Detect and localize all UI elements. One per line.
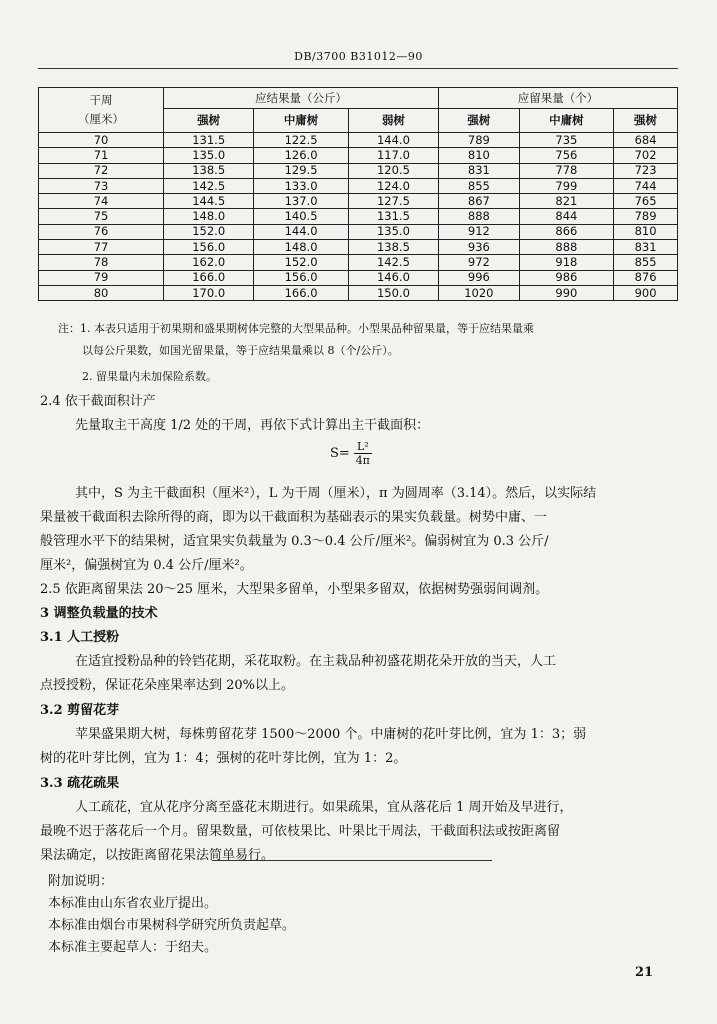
section-2-4: 2.4 依干截面积计产 bbox=[40, 394, 156, 409]
table-cell: 133.0 bbox=[254, 178, 348, 193]
table-cell: 144.0 bbox=[348, 133, 438, 148]
document-header: DB/3700 B31012—90 bbox=[294, 50, 423, 63]
table-cell: 80 bbox=[39, 285, 164, 300]
table-cell: 867 bbox=[439, 194, 520, 209]
page-number: 21 bbox=[635, 965, 654, 980]
table-cell: 120.5 bbox=[348, 163, 438, 178]
table-cell: 888 bbox=[439, 209, 520, 224]
table-cell: 117.0 bbox=[348, 148, 438, 163]
section-3-3-line-2: 最晚不迟于落花后一个月。留果数量，可依枝果比、叶果比干周法，干截面积法或按距离留 bbox=[40, 824, 561, 839]
table-cell: 789 bbox=[614, 209, 678, 224]
table-cell: 135.0 bbox=[348, 224, 438, 239]
table-cell: 131.5 bbox=[164, 133, 254, 148]
table-cell: 918 bbox=[519, 255, 613, 270]
table-row bbox=[39, 148, 678, 163]
table-cell: 810 bbox=[614, 224, 678, 239]
load-table bbox=[38, 87, 678, 301]
table-cell: 148.0 bbox=[164, 209, 254, 224]
yield-medium-header: 中庸树 bbox=[254, 109, 348, 133]
table-row bbox=[39, 178, 678, 193]
paragraph-line-4: 厘米²，偏强树宜为 0.4 公斤/厘米²。 bbox=[40, 558, 253, 573]
table-cell: 142.5 bbox=[164, 178, 254, 193]
appendix-line-1: 本标准由山东省农业厅提出。 bbox=[48, 896, 218, 911]
table-row bbox=[39, 285, 678, 300]
table-cell: 144.5 bbox=[164, 194, 254, 209]
note-1b: 以每公斤果数，如国光留果量，等于应结果量乘以 8（个/公斤）。 bbox=[82, 344, 399, 357]
paragraph-line-3: 般管理水平下的结果树，适宜果实负载量为 0.3～0.4 公斤/厘米²。偏弱树宜为 0.3 公斤/ bbox=[40, 534, 549, 549]
table-cell: 156.0 bbox=[164, 240, 254, 255]
table-cell: 72 bbox=[39, 163, 164, 178]
count-weak-header: 强树 bbox=[614, 109, 678, 133]
girth-header bbox=[39, 88, 164, 133]
table-cell: 723 bbox=[614, 163, 678, 178]
table-cell: 78 bbox=[39, 255, 164, 270]
table-cell: 765 bbox=[614, 194, 678, 209]
table-cell: 888 bbox=[519, 240, 613, 255]
table-cell: 166.0 bbox=[254, 285, 348, 300]
count-medium-header: 中庸树 bbox=[519, 109, 613, 133]
table-cell: 821 bbox=[519, 194, 613, 209]
section-3-1: 3.1 人工授粉 bbox=[40, 630, 120, 645]
table-cell: 876 bbox=[614, 270, 678, 285]
header-rule bbox=[38, 68, 678, 69]
table-cell: 138.5 bbox=[164, 163, 254, 178]
table-cell: 744 bbox=[614, 178, 678, 193]
section-3-3-line-1: 人工疏花，宜从花序分离至盛花末期进行。如果疏果，宜从落花后 1 周开始及早进行， bbox=[75, 800, 573, 815]
paragraph-line-1: 其中，S 为主干截面积（厘米²），L 为干周（厘米），π 为圆周率（3.14）。然后，以实际结 bbox=[75, 486, 597, 501]
note-2: 2. 留果量内未加保险系数。 bbox=[82, 370, 217, 383]
table-cell: 156.0 bbox=[254, 270, 348, 285]
table-cell: 735 bbox=[519, 133, 613, 148]
table-cell: 170.0 bbox=[164, 285, 254, 300]
table-cell: 986 bbox=[519, 270, 613, 285]
table-cell: 844 bbox=[519, 209, 613, 224]
table-cell: 127.5 bbox=[348, 194, 438, 209]
section-3-1-line-1: 在适宜授粉品种的铃铛花期，采花取粉。在主栽品种初盛花期花朵开放的当天，人工 bbox=[75, 654, 557, 669]
table-cell: 126.0 bbox=[254, 148, 348, 163]
table-cell: 684 bbox=[614, 133, 678, 148]
table-cell: 71 bbox=[39, 148, 164, 163]
table-cell: 972 bbox=[439, 255, 520, 270]
note-1a: 注：1. 本表只适用于初果期和盛果期树体完整的大型果品种。小型果品种留果量，等于应结果量乘 bbox=[58, 322, 534, 335]
table-body bbox=[39, 133, 678, 301]
table-row bbox=[39, 163, 678, 178]
table-row bbox=[39, 133, 678, 148]
table-cell: 789 bbox=[439, 133, 520, 148]
appendix-line-3: 本标准主要起草人：于绍夫。 bbox=[48, 940, 218, 955]
table-cell: 900 bbox=[614, 285, 678, 300]
table-cell: 70 bbox=[39, 133, 164, 148]
table-cell: 990 bbox=[519, 285, 613, 300]
appendix-line-2: 本标准由烟台市果树科学研究所负责起草。 bbox=[48, 918, 296, 933]
section-3-2: 3.2 剪留花芽 bbox=[40, 703, 120, 718]
table-cell: 162.0 bbox=[164, 255, 254, 270]
table-cell: 76 bbox=[39, 224, 164, 239]
yield-weak-header: 弱树 bbox=[348, 109, 438, 133]
appendix-separator bbox=[212, 860, 492, 861]
formula-numerator: L² bbox=[354, 440, 372, 454]
table-cell: 831 bbox=[439, 163, 520, 178]
table-cell: 138.5 bbox=[348, 240, 438, 255]
section-2-4-text: 先量取主干高度 1/2 处的干周，再依下式计算出主干截面积： bbox=[75, 418, 430, 433]
table-row bbox=[39, 194, 678, 209]
section-3-2-line-1: 苹果盛果期大树，每株剪留花芽 1500～2000 个。中庸树的花叶芽比例，宜为 1：3；弱 bbox=[75, 727, 587, 742]
table-cell: 936 bbox=[439, 240, 520, 255]
yield-strong-header: 强树 bbox=[164, 109, 254, 133]
table-cell: 912 bbox=[439, 224, 520, 239]
formula bbox=[330, 440, 372, 467]
table-cell: 996 bbox=[439, 270, 520, 285]
formula-lhs: S= bbox=[330, 446, 350, 461]
girth-label: 干周 bbox=[89, 93, 113, 107]
table-cell: 131.5 bbox=[348, 209, 438, 224]
table-cell: 74 bbox=[39, 194, 164, 209]
table-cell: 122.5 bbox=[254, 133, 348, 148]
yield-group-header: 应结果量（公斤） bbox=[164, 88, 439, 109]
table-row bbox=[39, 270, 678, 285]
section-3-3: 3.3 疏花疏果 bbox=[40, 776, 120, 791]
table-row bbox=[39, 255, 678, 270]
table-cell: 799 bbox=[519, 178, 613, 193]
table-cell: 79 bbox=[39, 270, 164, 285]
table-cell: 137.0 bbox=[254, 194, 348, 209]
girth-unit: （厘米） bbox=[78, 112, 125, 126]
table-cell: 150.0 bbox=[348, 285, 438, 300]
table-row bbox=[39, 224, 678, 239]
table-cell: 135.0 bbox=[164, 148, 254, 163]
table-cell: 129.5 bbox=[254, 163, 348, 178]
section-3-1-line-2: 点授授粉，保证花朵座果率达到 20%以上。 bbox=[40, 678, 295, 693]
count-group-header: 应留果量（个） bbox=[439, 88, 678, 109]
table-cell: 124.0 bbox=[348, 178, 438, 193]
table-cell: 142.5 bbox=[348, 255, 438, 270]
table-cell: 152.0 bbox=[254, 255, 348, 270]
section-3: 3 调整负载量的技术 bbox=[40, 606, 158, 621]
formula-denominator: 4π bbox=[355, 454, 370, 467]
section-3-3-line-3: 果法确定，以按距离留花果法简单易行。 bbox=[40, 848, 275, 863]
table-cell: 73 bbox=[39, 178, 164, 193]
table-cell: 756 bbox=[519, 148, 613, 163]
paragraph-line-2: 果量被干截面积去除所得的商，即为以干截面积为基础表示的果实负载量。树势中庸、一 bbox=[40, 510, 548, 525]
count-strong-header: 强树 bbox=[439, 109, 520, 133]
table-cell: 831 bbox=[614, 240, 678, 255]
table-cell: 152.0 bbox=[164, 224, 254, 239]
table-row bbox=[39, 240, 678, 255]
formula-fraction bbox=[354, 440, 372, 467]
table-row bbox=[39, 209, 678, 224]
table-cell: 866 bbox=[519, 224, 613, 239]
table-cell: 810 bbox=[439, 148, 520, 163]
appendix-title: 附加说明： bbox=[48, 874, 114, 889]
table-cell: 75 bbox=[39, 209, 164, 224]
table-cell: 146.0 bbox=[348, 270, 438, 285]
table-cell: 778 bbox=[519, 163, 613, 178]
table-cell: 855 bbox=[439, 178, 520, 193]
table-cell: 166.0 bbox=[164, 270, 254, 285]
table-cell: 1020 bbox=[439, 285, 520, 300]
section-2-5: 2.5 依距离留果法 20～25 厘米，大型果多留单，小型果多留双，依据树势强弱间调剂。 bbox=[40, 582, 549, 597]
table-cell: 77 bbox=[39, 240, 164, 255]
table-cell: 148.0 bbox=[254, 240, 348, 255]
section-3-2-line-2: 树的花叶芽比例，宜为 1：4；强树的花叶芽比例，宜为 1：2。 bbox=[40, 751, 407, 766]
table-cell: 855 bbox=[614, 255, 678, 270]
table-cell: 144.0 bbox=[254, 224, 348, 239]
table-cell: 140.5 bbox=[254, 209, 348, 224]
table-cell: 702 bbox=[614, 148, 678, 163]
